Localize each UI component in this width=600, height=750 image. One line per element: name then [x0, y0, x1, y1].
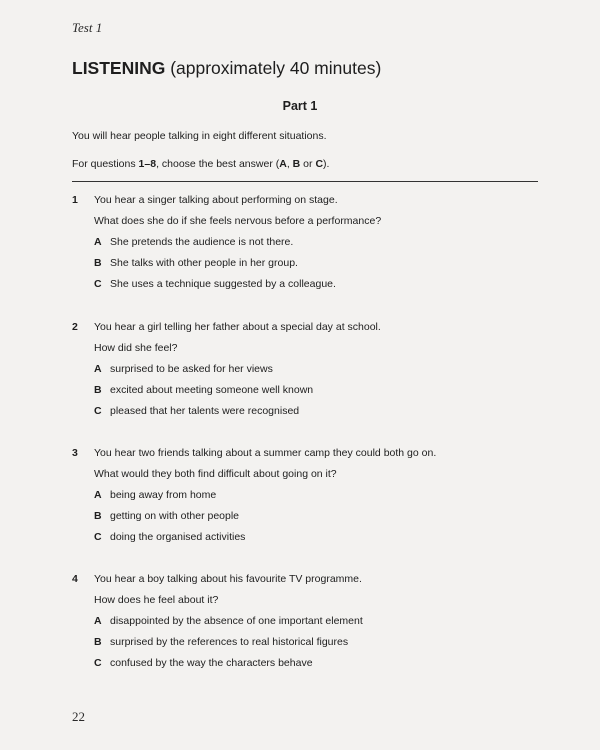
option-letter: B — [94, 257, 102, 269]
question-4 — [72, 572, 542, 677]
question-1 — [72, 193, 542, 298]
question-context-line — [72, 193, 542, 214]
question-context: You hear a boy talking about his favourite TV programme. — [94, 573, 362, 585]
question-number: 4 — [72, 573, 78, 585]
option-text: confused by the way the characters behave — [110, 657, 313, 669]
option-letter: A — [94, 615, 102, 627]
instruction-text: , choose the best answer ( — [156, 158, 280, 170]
instruction-text: or — [300, 158, 316, 170]
answer-option — [72, 614, 542, 635]
question-number: 2 — [72, 321, 78, 333]
option-letter: C — [94, 657, 102, 669]
option-text: She pretends the audience is not there. — [110, 236, 294, 248]
question-context-line — [72, 572, 542, 593]
question-number: 3 — [72, 447, 78, 459]
question-3 — [72, 446, 542, 551]
option-letter: A — [94, 236, 102, 248]
question-prompt-line — [72, 593, 542, 614]
question-context: You hear a girl telling her father about a special day at school. — [94, 321, 381, 333]
question-context-line — [72, 320, 542, 341]
option-letter: B — [94, 636, 102, 648]
answer-letter-a: A — [279, 158, 287, 170]
answer-option — [72, 635, 542, 656]
instruction-text: For questions — [72, 158, 139, 170]
answer-option — [72, 277, 542, 298]
option-text: surprised by the references to real historical figures — [110, 636, 349, 648]
option-letter: C — [94, 531, 102, 543]
section-title-duration: (approximately 40 minutes) — [165, 58, 382, 78]
option-letter: C — [94, 405, 102, 417]
part-heading: Part 1 — [282, 99, 318, 113]
answer-option — [72, 383, 542, 404]
question-prompt: How does he feel about it? — [94, 594, 219, 606]
answer-option — [72, 530, 542, 551]
option-text: She uses a technique suggested by a colleague. — [110, 278, 336, 290]
option-text: She talks with other people in her group. — [110, 257, 298, 269]
question-number: 1 — [72, 194, 78, 206]
answer-option — [72, 404, 542, 425]
question-2 — [72, 320, 542, 425]
page-number: 22 — [72, 709, 85, 724]
answer-option — [72, 488, 542, 509]
question-prompt: What would they both find difficult about going on it? — [94, 468, 337, 480]
answer-letter-b: B — [292, 158, 301, 170]
instruction-line-1: You will hear people talking in eight different situations. — [72, 130, 327, 142]
instruction-text: ). — [323, 158, 330, 170]
section-divider — [72, 181, 538, 182]
answer-option — [72, 656, 542, 677]
question-prompt-line — [72, 467, 542, 488]
instruction-text: , — [286, 158, 293, 170]
answer-option — [72, 509, 542, 530]
section-title — [72, 58, 381, 79]
question-prompt-line — [72, 341, 542, 362]
running-head: Test 1 — [72, 20, 103, 35]
option-letter: B — [94, 510, 102, 522]
question-prompt-line — [72, 214, 542, 235]
section-title-bold: LISTENING — [72, 58, 166, 78]
option-letter: C — [94, 278, 102, 290]
option-text: being away from home — [110, 489, 217, 501]
answer-option — [72, 362, 542, 383]
instruction-line-2 — [72, 158, 329, 170]
option-text: disappointed by the absence of one important element — [110, 615, 363, 627]
question-prompt: What does she do if she feels nervous before a performance? — [94, 215, 382, 227]
option-text: surprised to be asked for her views — [110, 363, 273, 375]
answer-letter-c: C — [315, 158, 324, 170]
option-text: excited about meeting someone well known — [110, 384, 314, 396]
option-text: pleased that her talents were recognised — [110, 405, 300, 417]
option-text: doing the organised activities — [110, 531, 246, 543]
question-prompt: How did she feel? — [94, 342, 178, 354]
answer-option — [72, 256, 542, 277]
option-letter: A — [94, 489, 102, 501]
answer-option — [72, 235, 542, 256]
question-context: You hear a singer talking about performing on stage. — [94, 194, 338, 206]
option-letter: B — [94, 384, 102, 396]
question-range: 1–8 — [138, 158, 157, 170]
option-text: getting on with other people — [110, 510, 240, 522]
question-context-line — [72, 446, 542, 467]
question-context: You hear two friends talking about a summer camp they could both go on. — [94, 447, 437, 459]
option-letter: A — [94, 363, 102, 375]
